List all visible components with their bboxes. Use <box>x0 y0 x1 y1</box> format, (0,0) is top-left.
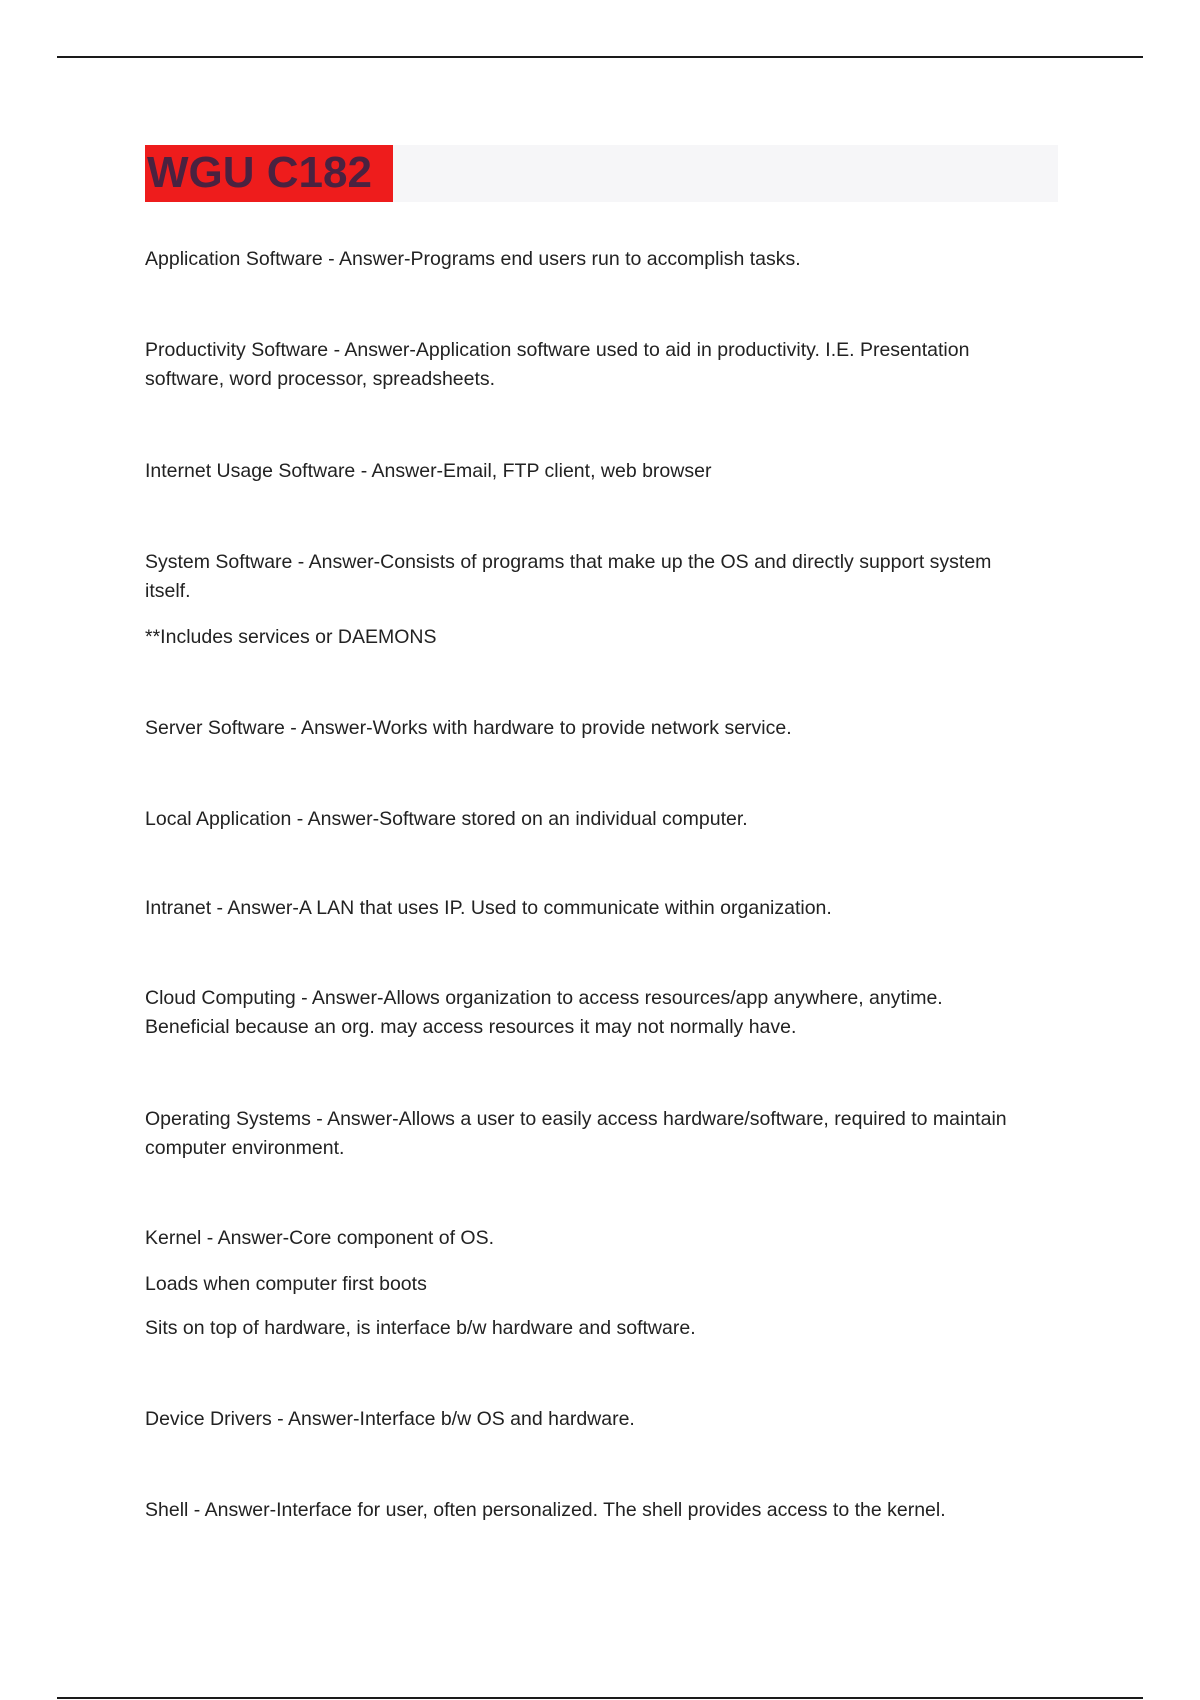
entry-application-software <box>145 245 1060 274</box>
entry-system-software <box>145 548 1060 652</box>
bottom-rule <box>57 1697 1143 1699</box>
top-rule <box>57 56 1143 58</box>
entry-line: Application Software - Answer-Programs end users run to accomplish tasks. <box>145 248 801 270</box>
entry-local-application <box>145 805 1060 834</box>
entry-line: System Software - Answer-Consists of programs that make up the OS and directly support system <box>145 551 992 573</box>
entry-cloud-computing <box>145 984 1060 1042</box>
entry-line: itself. <box>145 580 191 602</box>
entry-intranet <box>145 894 1060 923</box>
entry-line: Server Software - Answer-Works with hardware to provide network service. <box>145 717 792 739</box>
entry-kernel <box>145 1224 1060 1343</box>
entry-internet-usage-software <box>145 457 1060 486</box>
entry-line: Local Application - Answer-Software stored on an individual computer. <box>145 808 748 830</box>
entry-line: Kernel - Answer-Core component of OS. <box>145 1227 494 1249</box>
entry-line: Intranet - Answer-A LAN that uses IP. Used to communicate within organization. <box>145 897 832 919</box>
entry-line: software, word processor, spreadsheets. <box>145 368 496 390</box>
entry-line: Cloud Computing - Answer-Allows organization to access resources/app anywhere, anytime. <box>145 987 943 1009</box>
entry-line: computer environment. <box>145 1137 345 1159</box>
entry-line: Internet Usage Software - Answer-Email, FTP client, web browser <box>145 460 712 482</box>
entry-note: Loads when computer first boots <box>145 1273 427 1295</box>
entry-text <box>145 245 1060 274</box>
entry-shell <box>145 1496 1060 1525</box>
entry-server-software <box>145 714 1060 743</box>
entry-note: Sits on top of hardware, is interface b/w hardware and software. <box>145 1317 696 1339</box>
entry-line: Productivity Software - Answer-Application software used to aid in productivity. I.E. Presentation <box>145 339 970 361</box>
entry-line: Beneficial because an org. may access resources it may not normally have. <box>145 1016 797 1038</box>
entry-device-drivers <box>145 1405 1060 1434</box>
entry-line: Operating Systems - Answer-Allows a user to easily access hardware/software, required to maintain <box>145 1108 1007 1130</box>
entry-line: Device Drivers - Answer-Interface b/w OS and hardware. <box>145 1408 635 1430</box>
document-title: WGU C182 <box>147 148 372 197</box>
entry-note: **Includes services or DAEMONS <box>145 626 437 648</box>
entry-productivity-software <box>145 336 1060 394</box>
entry-line: Shell - Answer-Interface for user, often personalized. The shell provides access to the kernel. <box>145 1499 946 1521</box>
title-highlight <box>145 145 393 202</box>
entry-operating-systems <box>145 1105 1060 1163</box>
